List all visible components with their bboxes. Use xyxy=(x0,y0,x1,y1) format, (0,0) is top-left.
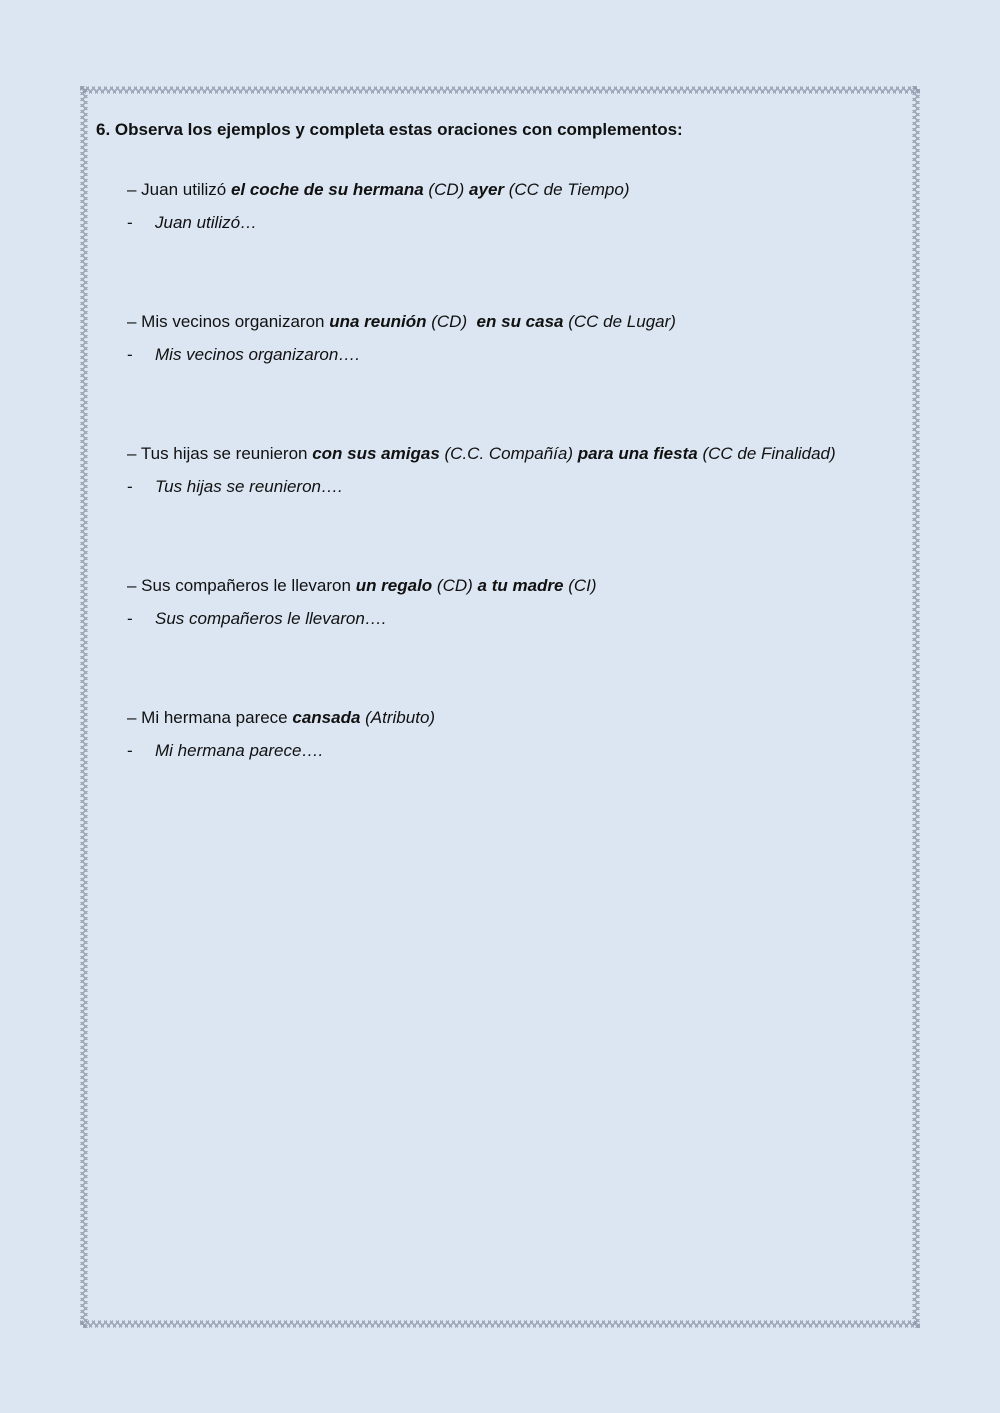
complement-2: a tu madre xyxy=(477,576,564,595)
exercise-item xyxy=(127,443,917,498)
example-prefix: – Mis vecinos organizaron xyxy=(127,312,330,331)
answer-start: Tus hijas se reunieron…. xyxy=(155,477,343,496)
answer-start: Juan utilizó… xyxy=(155,213,258,232)
complement-1: una reunión xyxy=(329,312,427,331)
example-sentence xyxy=(127,443,917,465)
border-left xyxy=(80,86,88,1328)
complement-1-type: (C.C. Compañía) xyxy=(439,444,578,463)
example-sentence xyxy=(127,179,917,201)
complement-1-type: (CD) xyxy=(426,312,477,331)
complement-2: para una fiesta xyxy=(577,444,698,463)
border-top xyxy=(80,86,920,94)
complement-2-type: (CC de Lugar) xyxy=(563,312,676,331)
complement-1-type: (Atributo) xyxy=(360,708,436,727)
example-sentence xyxy=(127,311,917,333)
complement-1-type: (CD) xyxy=(423,180,470,199)
example-prefix: – Tus hijas se reunieron xyxy=(127,444,313,463)
example-prefix: – Sus compañeros le llevaron xyxy=(127,576,356,595)
complement-1: un regalo xyxy=(355,576,433,595)
answer-dash: - xyxy=(127,609,133,628)
complement-2: en su casa xyxy=(476,312,564,331)
example-prefix: – Mi hermana parece xyxy=(127,708,293,727)
example-sentence xyxy=(127,707,917,729)
complement-2-type: (CC de Finalidad) xyxy=(697,444,836,463)
exercise-item xyxy=(127,575,917,630)
complement-2-type: (CC de Tiempo) xyxy=(504,180,630,199)
exercise-item xyxy=(127,707,917,762)
answer-line[interactable] xyxy=(127,344,917,366)
exercise-heading: 6. Observa los ejemplos y completa estas oraciones con complementos: xyxy=(96,120,683,139)
complement-1: cansada xyxy=(292,708,361,727)
answer-line[interactable] xyxy=(127,608,917,630)
complement-1: con sus amigas xyxy=(312,444,440,463)
answer-start: Mis vecinos organizaron…. xyxy=(155,345,361,364)
answer-start: Sus compañeros le llevaron…. xyxy=(155,609,387,628)
exercise-item xyxy=(127,179,917,234)
complement-1-type: (CD) xyxy=(432,576,478,595)
answer-dash: - xyxy=(127,741,133,760)
complement-1: el coche de su hermana xyxy=(230,180,424,199)
complement-2-type: (CI) xyxy=(563,576,597,595)
border-bottom xyxy=(80,1320,920,1328)
answer-line[interactable] xyxy=(127,476,917,498)
answer-dash: - xyxy=(127,213,133,232)
exercise-item xyxy=(127,311,917,366)
example-prefix: – Juan utilizó xyxy=(127,180,231,199)
answer-start: Mi hermana parece…. xyxy=(155,741,324,760)
complement-2: ayer xyxy=(469,180,505,199)
example-sentence xyxy=(127,575,917,597)
answer-dash: - xyxy=(127,345,133,364)
answer-dash: - xyxy=(127,477,133,496)
answer-line[interactable] xyxy=(127,740,917,762)
answer-line[interactable] xyxy=(127,212,917,234)
